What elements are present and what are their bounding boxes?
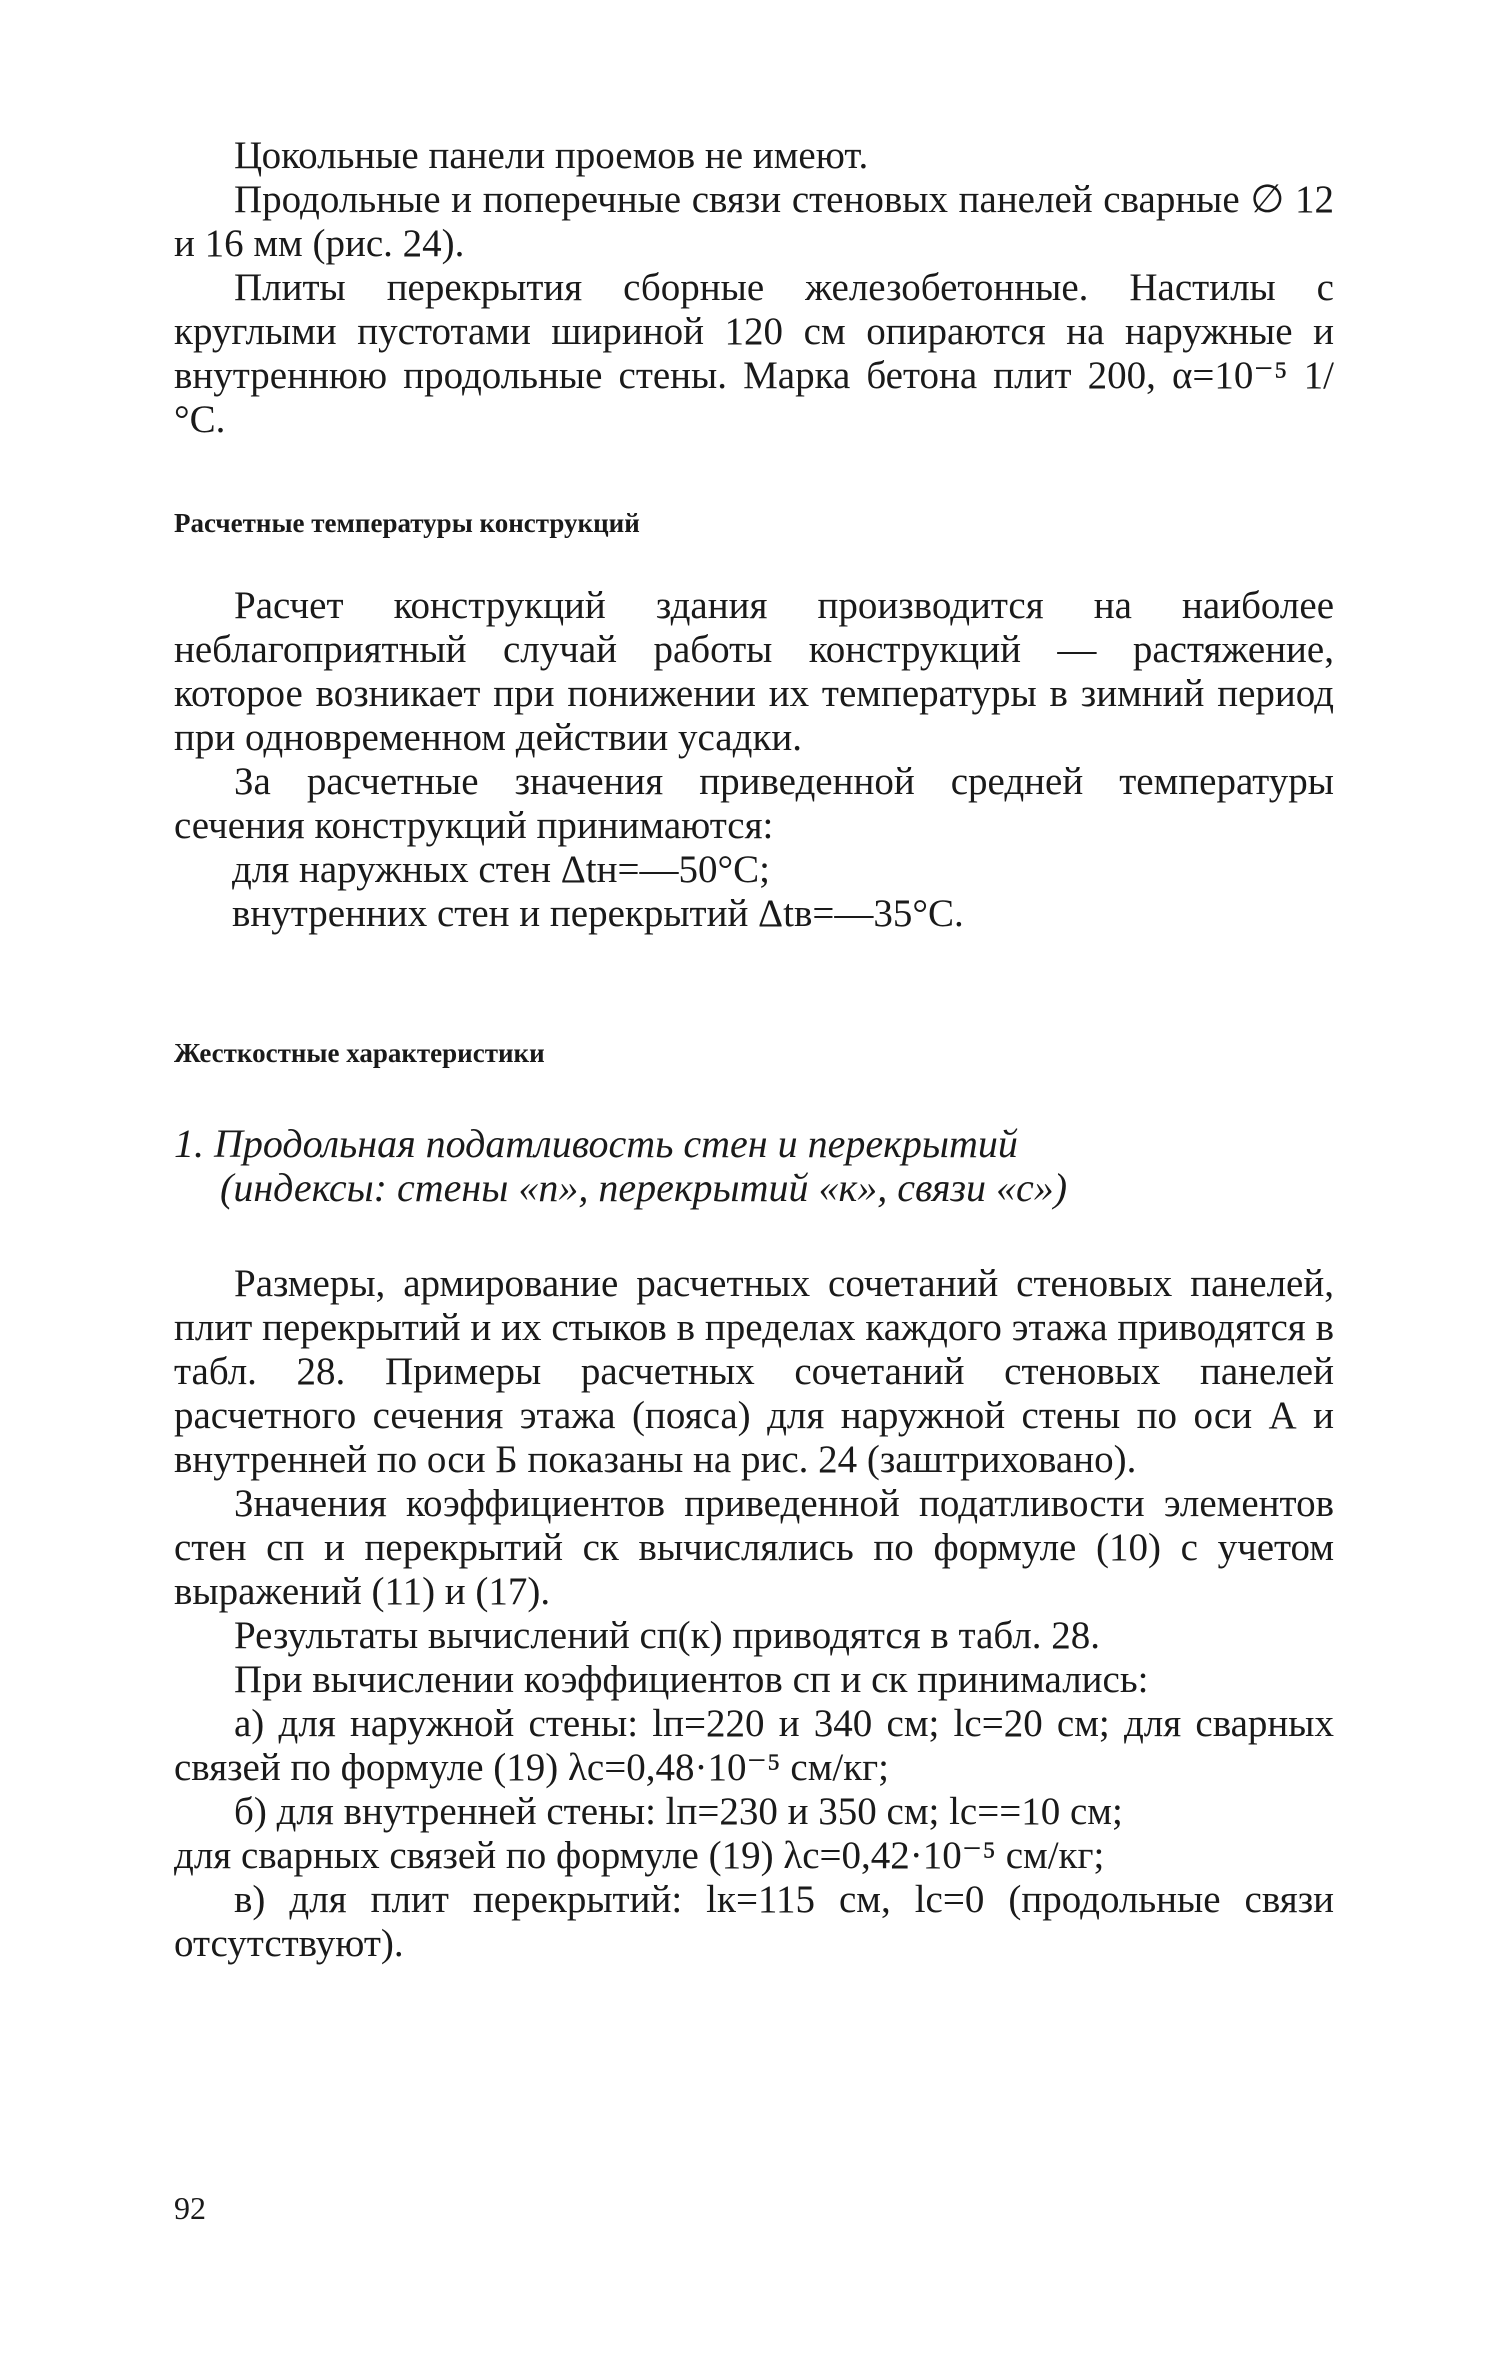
heading-temperatures: Расчетные температуры конструкций [174,508,640,538]
stiffness-section [174,1262,1334,1966]
item-a: а) для наружной стены: lп=220 и 340 см; lс=20 см; для сварных связей по формуле (19) λс=0,48·10⁻⁵ см/кг; [174,1702,1334,1789]
page-number: 92 [174,2190,206,2226]
paragraph-calc-values: За расчетные значения приведенной средней температуры сечения конструкций принимаются: [174,760,1334,847]
paragraph-sizes: Размеры, армирование расчетных сочетаний стеновых панелей, плит перекрытий и их стыков в пределах каждого этажа приводятся в табл. 28. Примеры расчетных сочетаний стеновых панелей расчетного сечения этажа (пояса) для наружной стены по оси А и внутренней по оси Б показаны на рис. 24 (заштриховано). [174,1262,1334,1481]
intro-section [174,134,1334,442]
paragraph-slabs: Плиты перекрытия сборные железобетонные. Настилы с круглыми пустотами шириной 120 см опираются на наружные и внутреннюю продольные стены. Марка бетона плит 200, α=10⁻⁵ 1/°С. [174,266,1334,441]
subheading-line-1: 1. Продольная податливость стен и перекрытий [174,1121,1018,1166]
subheading-line-2: (индексы: стены «п», перекрытий «к», связи «с») [220,1165,1068,1210]
paragraph-panels: Цокольные панели проемов не имеют. [234,134,869,177]
temperature-section [174,584,1334,936]
heading-stiffness: Жесткостные характеристики [174,1038,545,1068]
item-b-continued: для сварных связей по формуле (19) λс=0,42·10⁻⁵ см/кг; [174,1834,1105,1877]
paragraph-results: Результаты вычислений сп(к) приводятся в табл. 28. [234,1614,1100,1657]
outer-walls-value: для наружных стен Δtн=—50°С; [232,848,770,891]
item-b: б) для внутренней стены: lп=230 и 350 см; lс==10 см; [234,1790,1123,1833]
paragraph-links: Продольные и поперечные связи стеновых панелей сварные ∅ 12 и 16 мм (рис. 24). [174,178,1334,265]
item-v: в) для плит перекрытий: lк=115 см, lс=0 (продольные связи отсутствуют). [174,1878,1334,1965]
inner-walls-value: внутренних стен и перекрытий Δtв=—35°С. [232,892,964,935]
paragraph-calculation: Расчет конструкций здания производится на наиболее неблагоприятный случай работы конструкций — растяжение, которое возникает при понижении их температуры в зимний период при одновременном действии усадки. [174,584,1334,759]
paragraph-when: При вычислении коэффициентов сп и ск принимались: [234,1658,1149,1701]
subheading [174,1122,1334,1210]
paragraph-coefficients: Значения коэффициентов приведенной податливости элементов стен сп и перекрытий ск вычислялись по формуле (10) с учетом выражений (11) и (17). [174,1482,1334,1613]
